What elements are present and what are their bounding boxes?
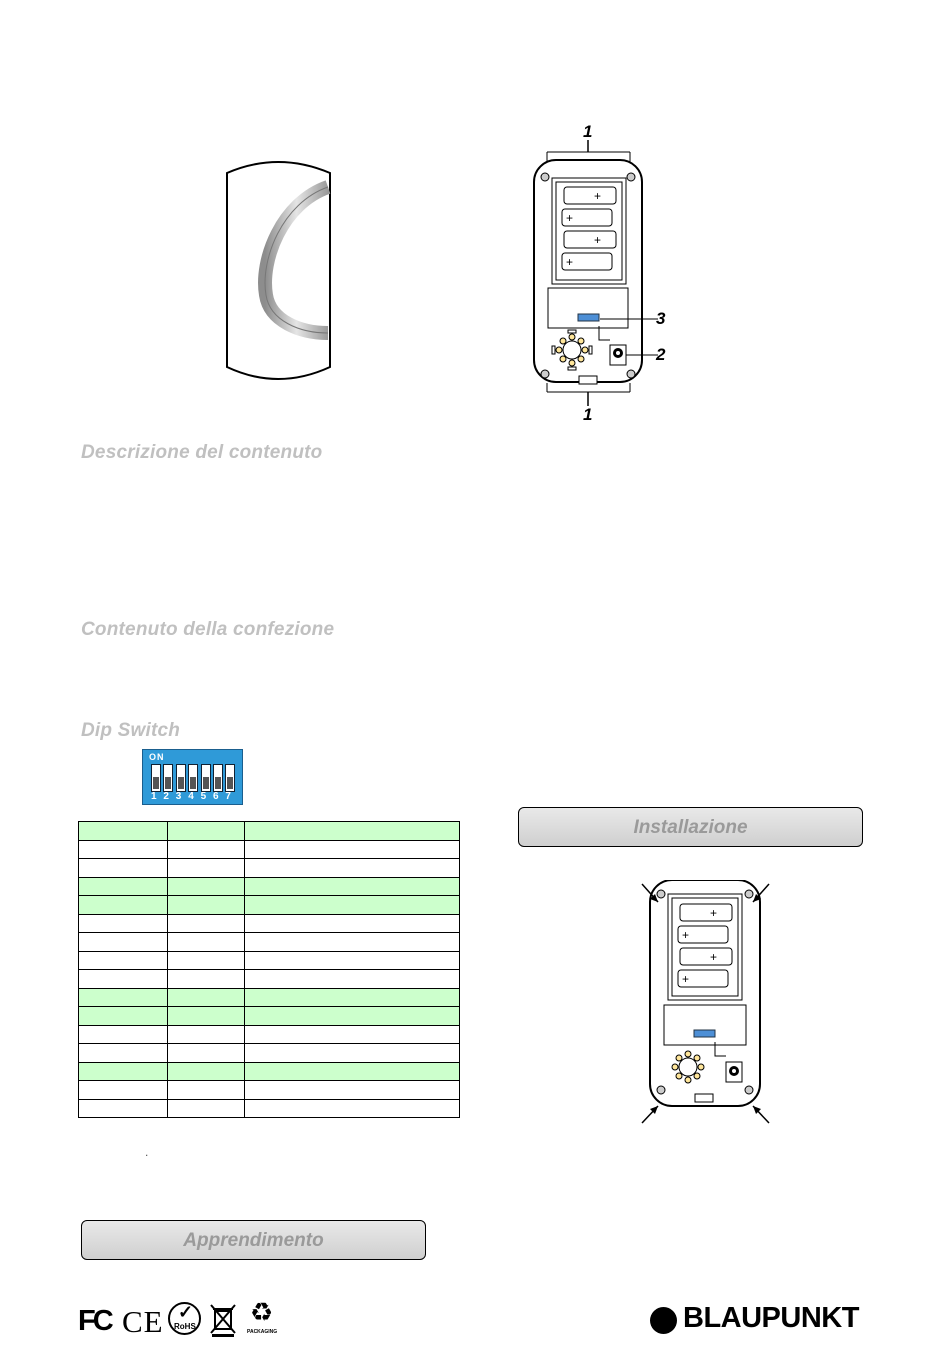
dip-switch-number: 6 — [213, 791, 219, 802]
table-cell — [245, 1099, 460, 1118]
device-front-illustration — [220, 155, 340, 387]
installation-illustration — [638, 880, 773, 1125]
dip-switch-slot — [225, 764, 235, 792]
table-cell — [168, 914, 245, 933]
dip-switch-number: 3 — [175, 791, 182, 802]
dip-switch-knob — [203, 777, 209, 789]
table-row — [79, 1062, 460, 1081]
table-cell — [79, 822, 168, 841]
table-cell — [245, 877, 460, 896]
dip-switch-number: 5 — [200, 791, 207, 802]
dip-switch-slot — [188, 764, 198, 792]
fc-logo: FC — [78, 1305, 111, 1337]
dip-switch-number: 2 — [163, 791, 169, 802]
table-cell — [245, 933, 460, 952]
table-cell — [168, 951, 245, 970]
table-row — [79, 877, 460, 896]
table-cell — [245, 988, 460, 1007]
table-cell — [168, 896, 245, 915]
learning-banner: Apprendimento — [81, 1220, 426, 1260]
dip-switch-number: 4 — [188, 791, 194, 802]
callout-dip: 3 — [656, 309, 666, 328]
dip-switch-knob — [153, 777, 159, 789]
table-cell — [168, 1081, 245, 1100]
dip-switch-number: 1 — [151, 791, 157, 802]
table-cell — [168, 1099, 245, 1118]
table-cell — [79, 840, 168, 859]
table-row — [79, 914, 460, 933]
table-row — [79, 970, 460, 989]
dip-switch-knob — [190, 777, 196, 789]
table-cell — [79, 914, 168, 933]
table-cell — [79, 933, 168, 952]
svg-text:+: + — [566, 255, 574, 269]
svg-text:+: + — [710, 906, 718, 920]
callout-bottom: 1 — [583, 405, 593, 424]
table-cell — [168, 877, 245, 896]
table-row — [79, 933, 460, 952]
svg-text:+: + — [594, 233, 602, 247]
installation-banner: Installazione — [518, 807, 863, 847]
dip-switch-slot — [163, 764, 173, 792]
table-cell — [79, 859, 168, 878]
device-back-illustration — [520, 140, 700, 410]
table-cell — [245, 1062, 460, 1081]
dip-switch-slot — [213, 764, 223, 792]
table-cell — [245, 1081, 460, 1100]
weee-bin-icon — [210, 1303, 236, 1337]
recycle-logo — [247, 1298, 278, 1337]
dip-switch-graphic — [142, 749, 243, 805]
table-row — [79, 822, 460, 841]
callout-top: 1 — [583, 122, 593, 141]
recycle-icon: ♻ — [250, 1298, 274, 1328]
table-cell — [245, 1025, 460, 1044]
table-cell — [79, 877, 168, 896]
table-row — [79, 1044, 460, 1063]
table-cell — [79, 1081, 168, 1100]
table-cell — [79, 1007, 168, 1026]
table-cell — [245, 951, 460, 970]
table-row — [79, 896, 460, 915]
svg-text:+: + — [566, 211, 574, 225]
table-row — [79, 1025, 460, 1044]
table-cell — [79, 951, 168, 970]
table-cell — [168, 1025, 245, 1044]
table-cell — [79, 970, 168, 989]
table-cell — [168, 859, 245, 878]
brand-dot-icon — [650, 1307, 677, 1334]
rohs-logo — [168, 1302, 201, 1335]
table-row — [79, 840, 460, 859]
dip-switch-knob — [178, 777, 184, 789]
table-cell — [245, 914, 460, 933]
package-heading: Contenuto della confezione — [81, 619, 335, 640]
dip-switch-number: 7 — [225, 791, 231, 802]
table-row — [79, 1099, 460, 1118]
rohs-check-icon: ✓ — [178, 1302, 194, 1322]
dip-switch-table — [78, 821, 460, 1118]
table-cell — [245, 1044, 460, 1063]
table-cell — [79, 896, 168, 915]
table-row — [79, 951, 460, 970]
table-row — [79, 859, 460, 878]
table-cell — [245, 822, 460, 841]
footnote: . — [145, 1145, 149, 1159]
table-cell — [245, 859, 460, 878]
table-cell — [79, 988, 168, 1007]
table-row — [79, 1007, 460, 1026]
table-row — [79, 1081, 460, 1100]
dip-on-label: ON — [149, 752, 165, 762]
packaging-label: PACKAGING — [247, 1329, 278, 1335]
dip-switch-slot — [176, 764, 186, 792]
svg-text:+: + — [594, 189, 602, 203]
table-cell — [168, 1044, 245, 1063]
table-cell — [79, 1062, 168, 1081]
dip-heading: Dip Switch — [81, 720, 181, 741]
dip-switch-slot — [151, 764, 161, 792]
table-cell — [79, 1044, 168, 1063]
table-cell — [245, 896, 460, 915]
ce-logo: CE — [122, 1304, 164, 1339]
table-cell — [245, 840, 460, 859]
svg-text:+: + — [682, 928, 690, 942]
table-cell — [168, 1007, 245, 1026]
dip-switch-knob — [215, 777, 221, 789]
svg-text:+: + — [682, 972, 690, 986]
dip-switch-slot — [201, 764, 211, 792]
table-cell — [168, 1062, 245, 1081]
dip-switch-knob — [165, 777, 171, 789]
rohs-label: RoHS — [174, 1322, 196, 1331]
table-cell — [168, 822, 245, 841]
table-cell — [168, 840, 245, 859]
table-cell — [79, 1025, 168, 1044]
table-cell — [168, 988, 245, 1007]
description-heading: Descrizione del contenuto — [81, 442, 323, 463]
svg-text:+: + — [710, 950, 718, 964]
table-row — [79, 988, 460, 1007]
callout-tamper: 2 — [656, 345, 666, 364]
table-cell — [168, 933, 245, 952]
table-cell — [245, 1007, 460, 1026]
dip-switch-knob — [227, 777, 233, 789]
table-cell — [168, 970, 245, 989]
table-cell — [245, 970, 460, 989]
table-cell — [79, 1099, 168, 1118]
brand-logo: BLAUPUNKT — [683, 1302, 859, 1334]
